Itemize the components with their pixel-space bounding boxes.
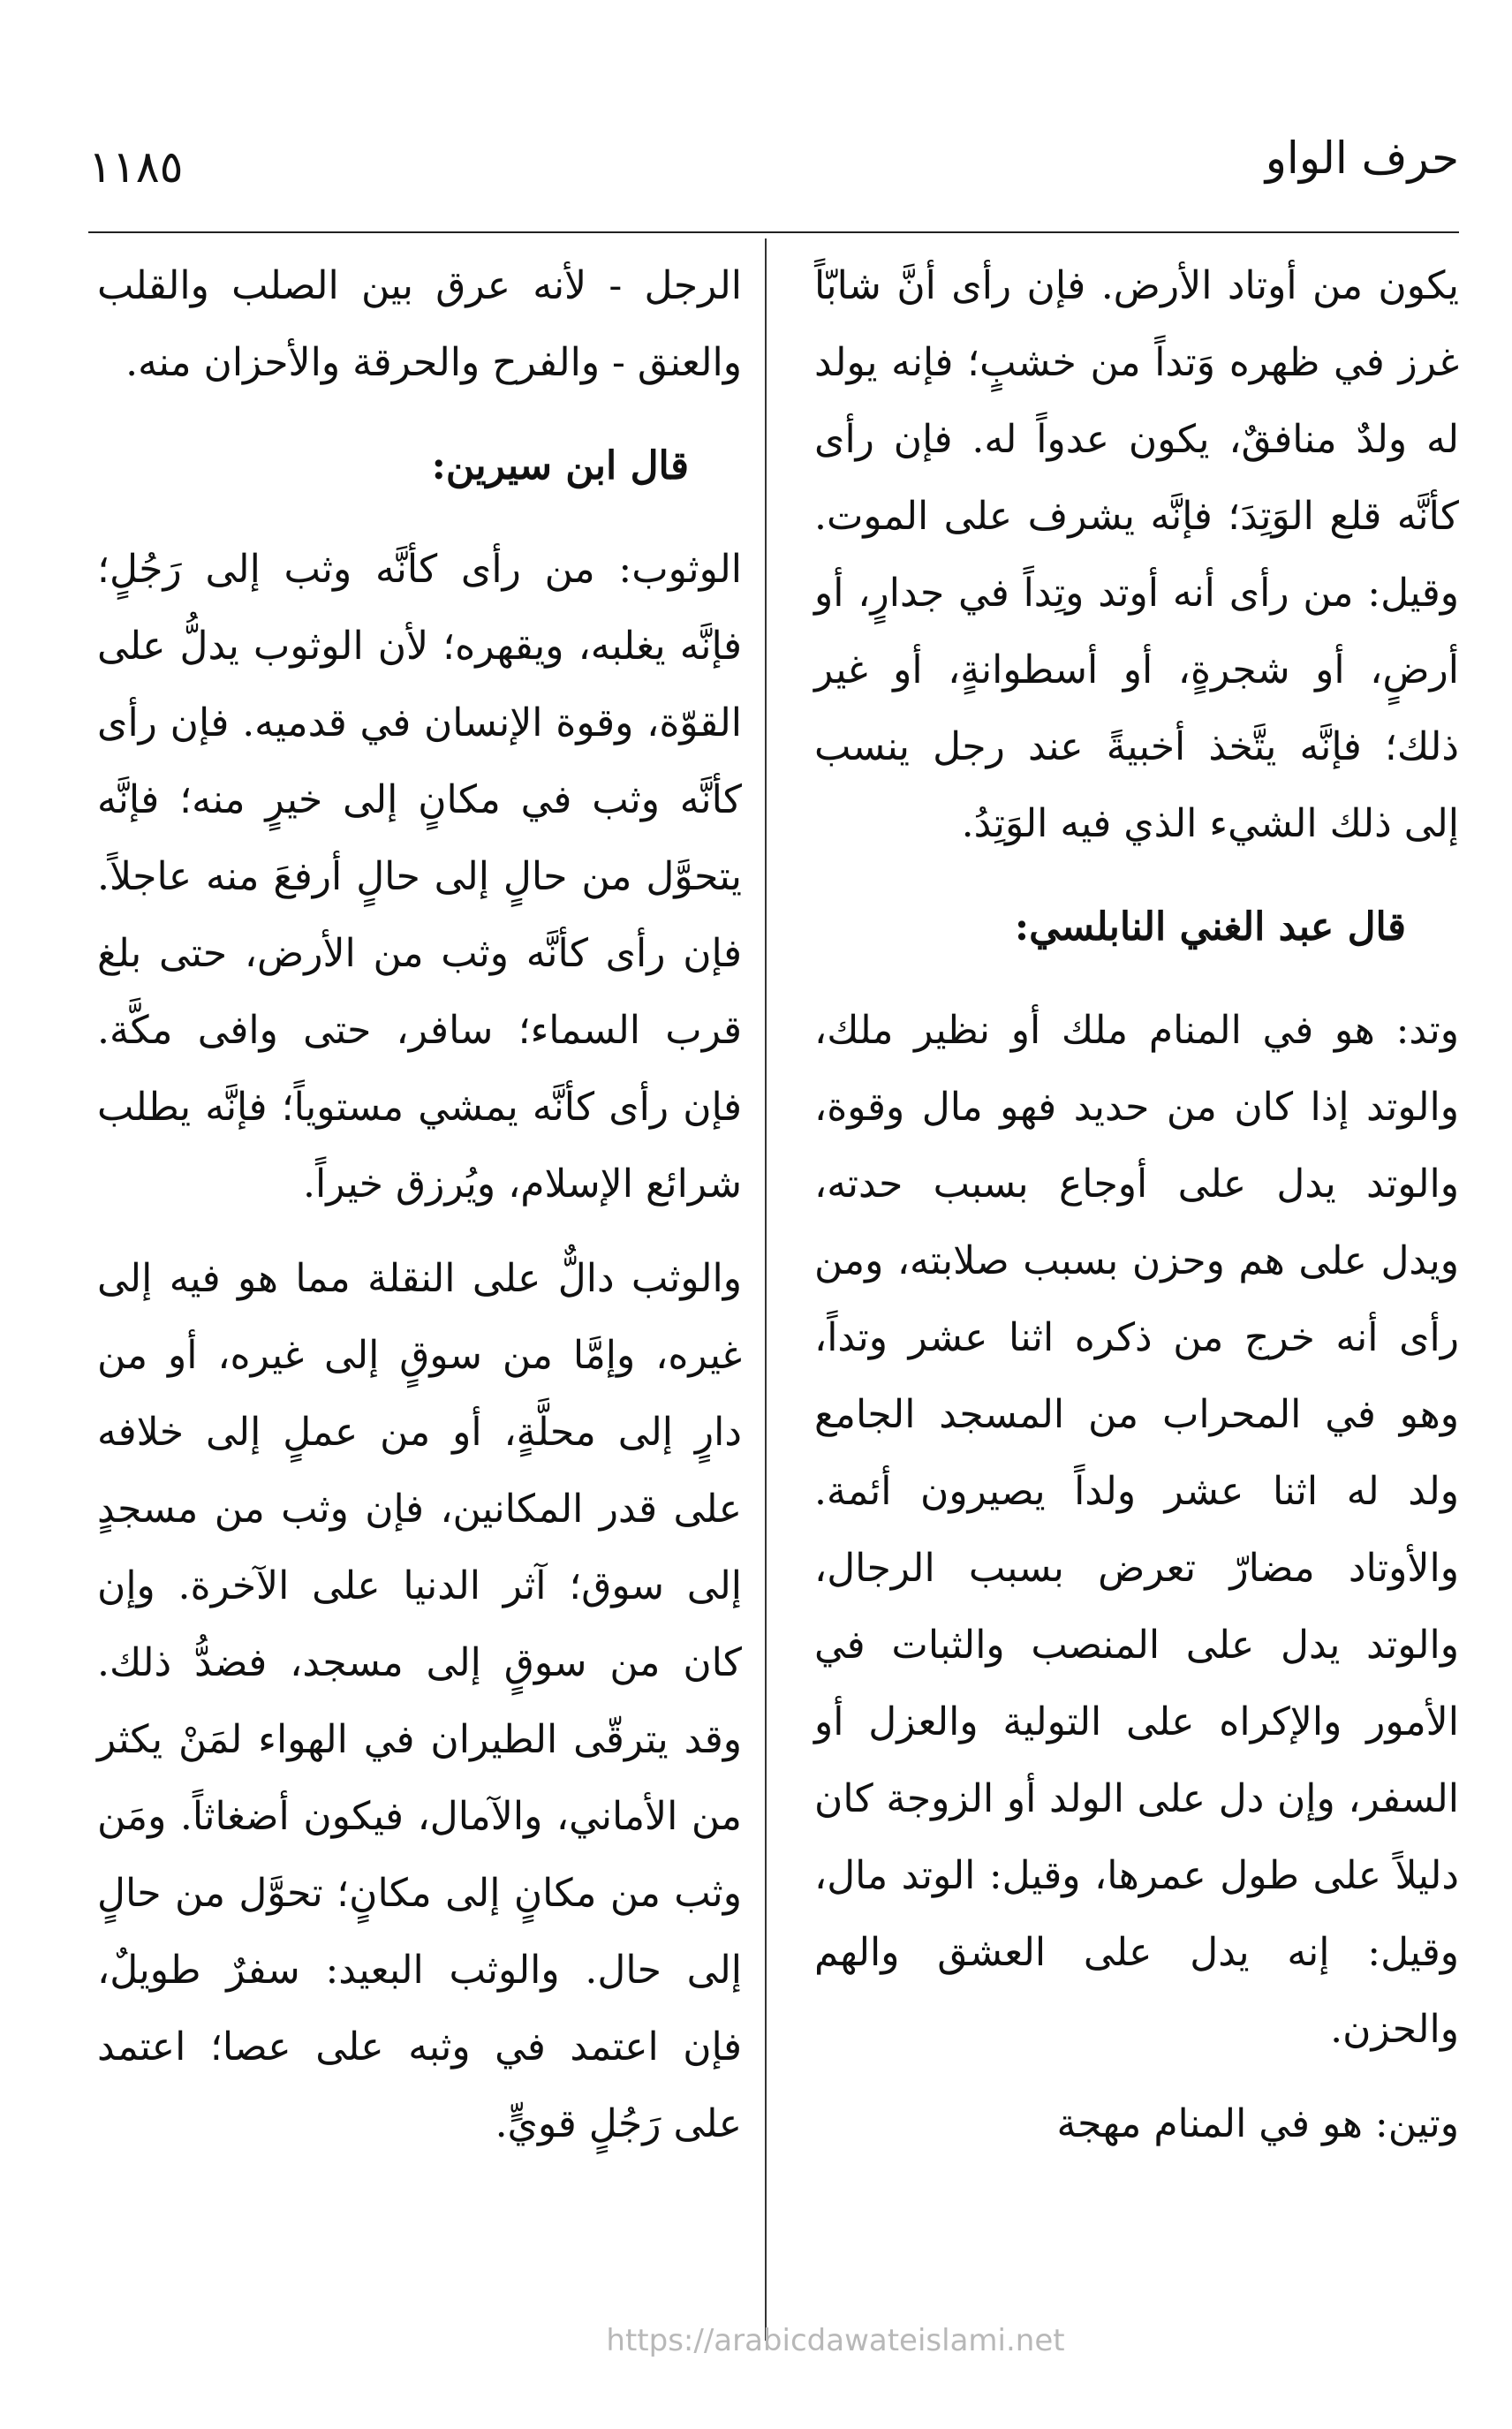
paragraph: وتين: هو في المنام مهجة (1056, 2101, 1459, 2146)
left-column (97, 247, 742, 2180)
paragraph: الوثوب: من رأى كأنَّه وثب إلى رَجُلٍ؛ فإنَّه يغلبه، ويقهره؛ لأن الوثوب يدلُّ على القوّة، وقوة الإنسان في قدميه. فإن رأى كأنَّه وثب في مكانٍ إلى خيرٍ منه؛ فإنَّه يتحوَّل من حالٍ إلى حالٍ أرفعَ منه عاجلاً. فإن رأى كأنَّه وثب من الأرض، حتى بلغ قرب السماء؛ سافر، حتى وافى مكَّة. فإن رأى كأنَّه يمشي مستوياً؛ فإنَّه يطلب شرائع الإسلام، ويُرزق خيراً. (97, 547, 742, 1207)
watermark-url: https://arabicdawateislami.net (606, 2323, 1065, 2358)
paragraph: الرجل - لأنه عرق بين الصلب والقلب والعنق - والفرح والحرقة والأحزان منه. (97, 263, 742, 385)
paragraph: يكون من أوتاد الأرض. فإن رأى أنَّ شابّاً غرز في ظهره وَتداً من خشبٍ؛ فإنه يولد له ولدٌ منافقٌ، يكون عدواً له. فإن رأى كأنَّه قلع الوَتِدَ؛ فإنَّه يشرف على الموت. وقيل: من رأى أنه أوتد وتِداً في جدارٍ، أو أرضٍ، أو شجرةٍ، أو أسطوانةٍ، أو غير ذلك؛ فإنَّه يتَّخذ أخبيةً عند رجل ينسب إلى ذلك الشيء الذي فيه الوَتِدُ. (814, 263, 1459, 846)
section-heading: قال ابن سيرين: (431, 443, 689, 488)
running-title: حرف الواو (1265, 132, 1459, 184)
paragraph: والوثب دالٌّ على النقلة مما هو فيه إلى غيره، وإمَّا من سوقٍ إلى غيره، أو من دارٍ إلى محلَّةٍ، أو من عملٍ إلى خلافه على قدر المكانين، فإن وثب من مسجدٍ إلى سوق؛ آثر الدنيا على الآخرة. وإن كان من سوقٍ إلى مسجد، فضدُّ ذلك. وقد يترقّى الطيران في الهواء لمَنْ يكثر من الأماني، والآمال، فيكون أضغاثاً. ومَن وثب من مكانٍ إلى مكانٍ؛ تحوَّل من حالٍ إلى حال. والوثب البعيد: سفرٌ طويلٌ، فإن اعتمد في وثبه على عصا؛ اعتمد على رَجُلٍ قويٍّ. (97, 1256, 742, 2146)
section-heading: قال عبد الغني النابلسي: (1014, 904, 1406, 950)
right-column (814, 247, 1459, 2180)
header-divider (88, 231, 1459, 233)
paragraph: وتد: هو في المنام ملك أو نظير ملك، والوتد إذا كان من حديد فهو مال وقوة، والوتد يدل على أوجاع بسبب حدته، ويدل على هم وحزن بسبب صلابته، ومن رأى أنه خرج من ذكره اثنا عشر وتداً، وهو في المحراب من المسجد الجامع ولد له اثنا عشر ولداً يصيرون أئمة. والأوتاد مضارّ تعرض بسبب الرجال، والوتد يدل على المنصب والثبات في الأمور والإكراه على التولية والعزل أو السفر، وإن دل على الولد أو الزوجة كان دليلاً على طول عمرها، وقيل: الوتد مال، وقيل: إنه يدل على العشق والهم والحزن. (814, 1008, 1459, 2052)
page-header (88, 132, 1459, 212)
column-divider (765, 238, 767, 2341)
page-number: ١١٨٥ (88, 141, 184, 193)
